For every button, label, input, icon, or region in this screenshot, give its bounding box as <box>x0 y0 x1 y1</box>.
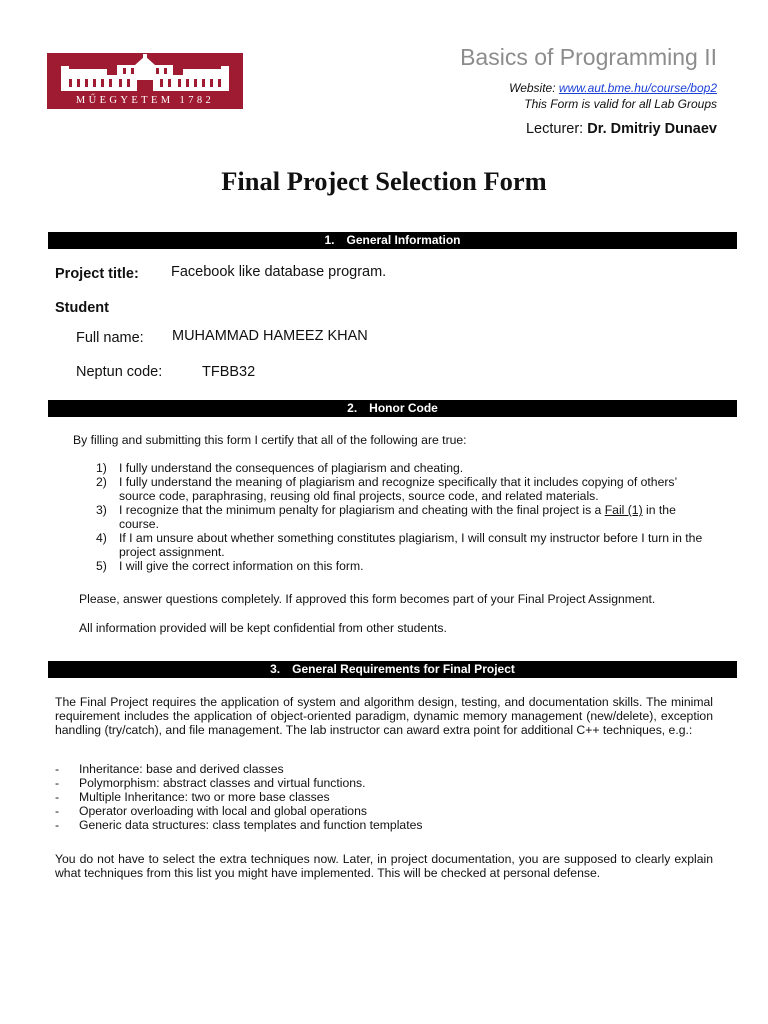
section-number: 1. <box>324 233 335 247</box>
neptun-code-value: TFBB32 <box>202 364 256 380</box>
list-item <box>96 461 716 475</box>
project-title-label: Project title: <box>55 266 139 282</box>
honor-intro: By filling and submitting this form I certify that all of the following are true: <box>73 433 467 447</box>
bullet: - <box>55 804 60 818</box>
section-number: 3. <box>270 662 281 676</box>
list-item <box>55 776 422 790</box>
item-text: Generic data structures: class templates and function templates <box>79 818 423 832</box>
neptun-code-label: Neptun code: <box>76 364 163 380</box>
list-item <box>96 503 716 531</box>
bullet: - <box>55 790 60 804</box>
lecturer-name: Dr. Dmitriy Dunaev <box>587 121 717 137</box>
honor-note-1: Please, answer questions completely. If approved this form becomes part of your Final Project Assignment. <box>79 592 656 606</box>
section-title: General Information <box>346 233 461 247</box>
item-text: Inheritance: base and derived classes <box>79 762 284 776</box>
requirements-intro: The Final Project requires the application of system and algorithm design, testing, and documentation skills. The minimal requirement includes the application of object-oriented paradigm, dynamic memory management (new/delete), exception handling (try/catch), and file management. The lab instructor can award extra point for additional C++ techniques, e.g.: <box>55 695 713 737</box>
list-item <box>55 818 422 832</box>
honor-list <box>96 461 716 573</box>
website-line <box>509 81 717 95</box>
section-number: 2. <box>347 401 358 415</box>
student-label: Student <box>55 300 109 316</box>
section-header-requirements <box>48 661 737 678</box>
list-item <box>96 531 716 559</box>
honor-note-2: All information provided will be kept confidential from other students. <box>79 621 447 635</box>
full-name-label: Full name: <box>76 330 144 346</box>
lecturer-line <box>526 121 717 137</box>
item-text: I will give the correct information on this form. <box>119 559 364 573</box>
building-icon <box>47 53 243 97</box>
project-title-value: Facebook like database program. <box>171 264 387 280</box>
list-item <box>96 475 716 503</box>
section-header-general-info <box>48 232 737 249</box>
item-text: Operator overloading with local and global operations <box>79 804 367 818</box>
validity-note: This Form is valid for all Lab Groups <box>524 97 717 111</box>
item-text: If I am unsure about whether something constitutes plagiarism, I will consult my instructor before I turn in the project assignment. <box>119 531 703 559</box>
bullet: - <box>55 818 60 832</box>
techniques-list <box>55 762 422 832</box>
list-item <box>96 559 716 573</box>
list-item <box>55 762 422 776</box>
fail-grade-text: Fail (1) <box>604 503 643 517</box>
section-title: Honor Code <box>369 401 438 415</box>
item-text: I fully understand the consequences of plagiarism and cheating. <box>119 461 464 475</box>
bullet: - <box>55 776 60 790</box>
section-title: General Requirements for Final Project <box>292 662 515 676</box>
item-text: Multiple Inheritance: two or more base classes <box>79 790 330 804</box>
item-text: Polymorphism: abstract classes and virtual functions. <box>79 776 366 790</box>
item-number: 2) <box>96 475 107 489</box>
section-header-honor-code <box>48 400 737 417</box>
bullet: - <box>55 762 60 776</box>
item-text: I recognize that the minimum penalty for plagiarism and cheating with the final project is a <box>119 503 605 517</box>
item-text-end: in the course. <box>119 503 676 531</box>
item-number: 3) <box>96 503 107 517</box>
list-item <box>55 804 422 818</box>
course-title: Basics of Programming II <box>460 44 717 70</box>
full-name-value: MUHAMMAD HAMEEZ KHAN <box>172 328 368 344</box>
item-number: 1) <box>96 461 107 475</box>
item-number: 4) <box>96 531 107 545</box>
item-text: I fully understand the meaning of plagiarism and recognize specifically that it includes copying of others’ source code, paraphrasing, reusing old final projects, source code, and related materials. <box>119 475 677 503</box>
logo-caption: MŰEGYETEM 1782 <box>75 95 215 106</box>
website-label: Website: <box>509 81 556 95</box>
university-logo <box>47 53 243 109</box>
list-item <box>55 790 422 804</box>
lecturer-label: Lecturer: <box>525 121 584 137</box>
website-link[interactable]: www.aut.bme.hu/course/bop2 <box>558 81 717 95</box>
form-title: Final Project Selection Form <box>221 166 547 196</box>
item-number: 5) <box>96 559 107 573</box>
requirements-closing: You do not have to select the extra techniques now. Later, in project documentation, you are supposed to clearly explain what techniques from this list you might have implemented. This will be checked at personal defense. <box>55 852 713 880</box>
